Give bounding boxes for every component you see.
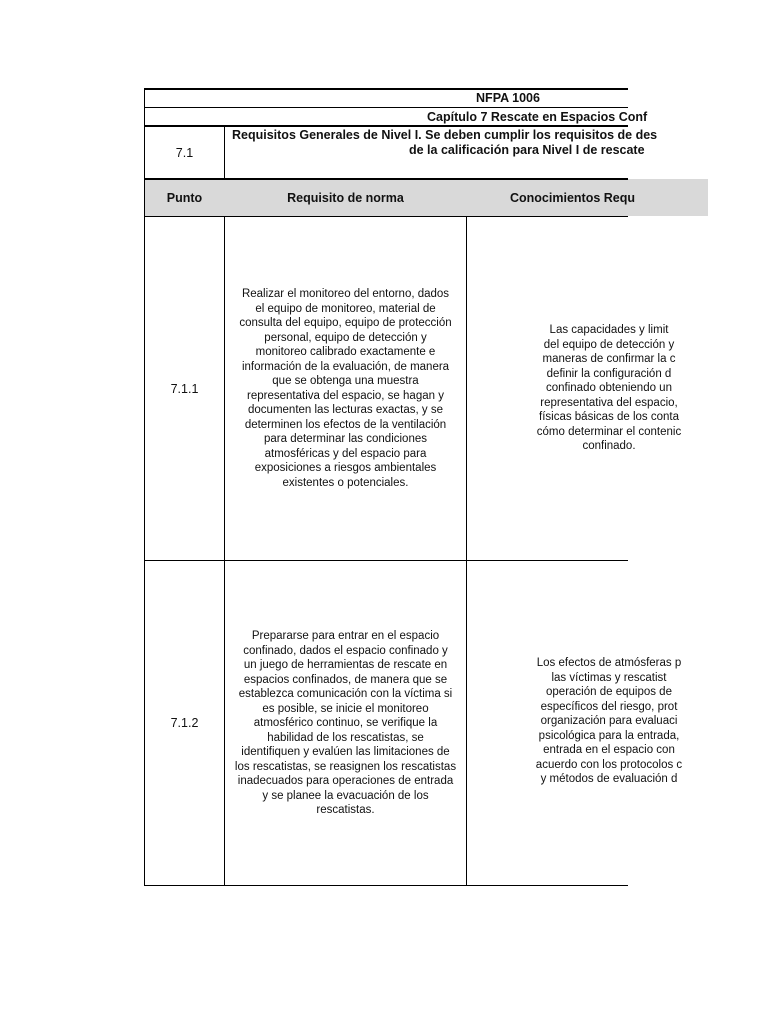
text-line: existentes o potenciales.	[282, 476, 409, 489]
standard-title: NFPA 1006	[476, 91, 540, 105]
row-punto-7-1-1: 7.1.1	[170, 381, 199, 396]
text-line: confinado.	[582, 440, 636, 452]
row-requisito-7-1-2	[225, 629, 466, 818]
text-line: entrada en el espacio con	[543, 744, 675, 756]
row-requisito-7-1-1	[225, 287, 466, 490]
text-line: monitoreo calibrado exactamente e	[255, 346, 436, 358]
row-conocimientos-7-1-2-cell	[467, 561, 683, 885]
text-line: atmosféricas y del espacio para	[264, 447, 427, 460]
text-line: psicológica para la entrada,	[538, 729, 680, 742]
text-line: acuerdo con los protocolos c	[535, 758, 683, 771]
text-line: espacios confinados, de manera que se	[243, 673, 448, 686]
row-conocimientos-7-1-1	[459, 323, 759, 454]
text-line: personal, equipo de detección y	[264, 331, 427, 344]
text-line: para determinar las condiciones	[263, 433, 427, 445]
text-line: información de la evaluación, de manera	[241, 360, 450, 373]
text-line: rescatistas.	[316, 804, 375, 816]
text-line: y se planee la evacuación de los	[262, 789, 429, 802]
section-number: 7.1	[175, 145, 194, 160]
text-line: específicos del riesgo, prot	[540, 700, 678, 713]
text-line: y métodos de evaluación d	[540, 773, 678, 785]
column-header-conocimientos-cell	[467, 180, 636, 216]
column-header-requisito: Requisito de norma	[287, 191, 404, 205]
text-line: inadecuados para operaciones de entrada	[237, 775, 454, 787]
chapter-title-cell	[225, 108, 648, 125]
row-conocimientos-7-1-1-cell	[467, 217, 682, 560]
border-bottom	[144, 885, 628, 886]
text-line: operación de equipos de	[546, 686, 672, 698]
section-description-line-1: Requisitos Generales de Nivel I. Se deben cumplir los requisitos de des	[232, 128, 658, 142]
text-line: definir la configuración d	[546, 367, 672, 380]
text-line: exposiciones a riesgos ambientales	[254, 462, 437, 474]
column-header-punto: Punto	[166, 191, 203, 205]
text-line: el equipo de monitoreo, material de	[255, 302, 436, 315]
text-line: confinado, dados el espacio confinado y	[243, 644, 448, 657]
text-line: consulta del equipo, equipo de protección	[239, 317, 452, 329]
text-line: representativa del espacio,	[540, 396, 678, 409]
text-line: es posible, se inicie el monitoreo	[262, 702, 429, 715]
text-line: los rescatistas, se reasignen los rescatistas	[234, 760, 457, 773]
text-line: Los efectos de atmósferas p	[536, 657, 682, 669]
row-conocimientos-7-1-2	[459, 656, 759, 787]
text-line: representativa del espacio, se hagan y	[247, 389, 444, 402]
column-header-conocimientos: Conocimientos Requ	[510, 191, 636, 205]
text-line: determinen los efectos de la ventilación	[244, 418, 447, 431]
text-line: establezca comunicación con la víctima si	[238, 688, 453, 700]
text-line: identifiquen y evalúen las limitaciones de	[241, 746, 450, 758]
chapter-title: Capítulo 7 Rescate en Espacios Conf	[427, 109, 648, 124]
text-line: un juego de herramientas de rescate en	[243, 659, 448, 671]
text-line: maneras de confirmar la c	[542, 353, 676, 365]
text-line: que se obtenga una muestra	[272, 375, 419, 387]
text-line: Realizar el monitoreo del entorno, dados	[241, 288, 450, 300]
text-line: organización para evaluaci	[540, 715, 678, 727]
text-line: habilidad de los rescatistas, se	[267, 731, 424, 744]
text-line: confinado obteniendo un	[546, 382, 672, 394]
text-line: las víctimas y rescatist	[551, 671, 667, 684]
text-line: cómo determinar el contenic	[536, 425, 682, 438]
text-line: Las capacidades y limit	[549, 324, 669, 336]
text-line: atmosférico continuo, se verifique la	[253, 717, 438, 729]
section-description-line-2: de la calificación para Nivel I de rescate	[409, 143, 645, 157]
text-line: físicas básicas de los conta	[539, 411, 679, 423]
section-description-cell	[225, 127, 658, 178]
row-punto-7-1-2: 7.1.2	[170, 716, 199, 730]
text-line: documenten las lecturas exactas, y se	[248, 404, 443, 416]
text-line: del equipo de detección y	[543, 338, 675, 351]
text-line: Prepararse para entrar en el espacio	[251, 630, 440, 642]
